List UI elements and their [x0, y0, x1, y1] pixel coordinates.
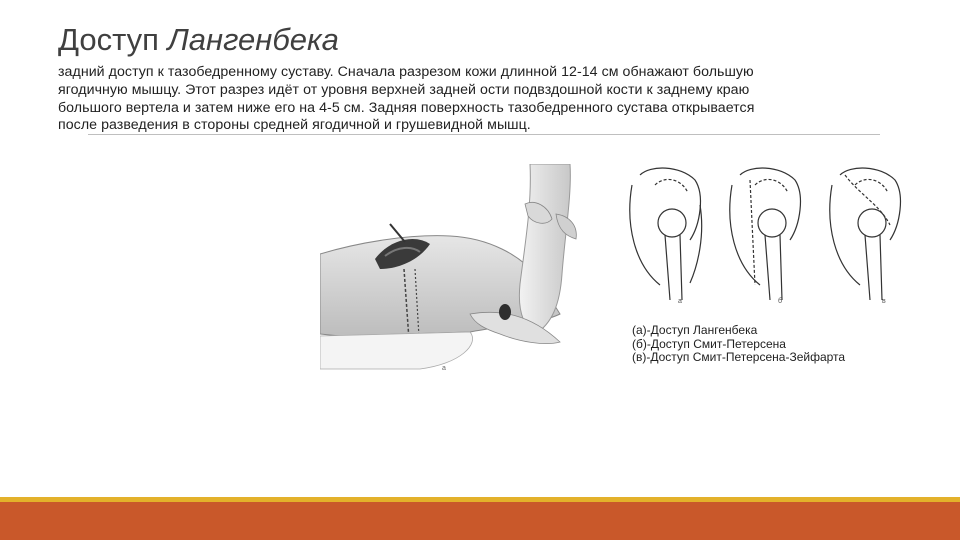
body-text — [58, 64, 858, 135]
figure-captions — [632, 324, 845, 365]
divider-line — [88, 134, 880, 135]
diagram-c — [830, 168, 901, 300]
diagram-label-c: в — [882, 298, 886, 305]
title-plain: Доступ — [58, 22, 168, 57]
diagram-b — [730, 168, 801, 300]
caption-item: (а)-Доступ Лангенбека — [632, 323, 758, 337]
caption-item: (б)-Доступ Смит-Петерсена — [632, 336, 786, 351]
approach-diagrams — [620, 165, 920, 315]
body-line: большого вертела и затем ниже его на 4-5 см. Задняя поверхность тазобедренного сустава открывается — [58, 99, 755, 116]
body-line: задний доступ к тазобедренному суставу. Сначала разрезом кожи длинной 12-14 см обнажают большую — [58, 64, 754, 80]
body-line: после разведения в стороны средней ягодичной и грушевидной мышц. — [58, 117, 531, 134]
diagram-a — [630, 168, 702, 300]
surgical-approach-illustration — [320, 164, 616, 376]
body-line: ягодичную мышцу. Этот разрез идёт от уровня верхней задней ости подвздошной кости к заднему краю — [58, 81, 750, 98]
title-italic: Лангенбека — [167, 22, 339, 57]
diagram-label-a: a — [678, 298, 682, 305]
slide-title — [58, 22, 339, 58]
footer-bar — [0, 502, 960, 540]
caption-item: (в)-Доступ Смит-Петерсена-Зейфарта — [632, 350, 846, 364]
diagram-label-b: б — [778, 298, 783, 305]
photo-label: a — [442, 365, 446, 372]
